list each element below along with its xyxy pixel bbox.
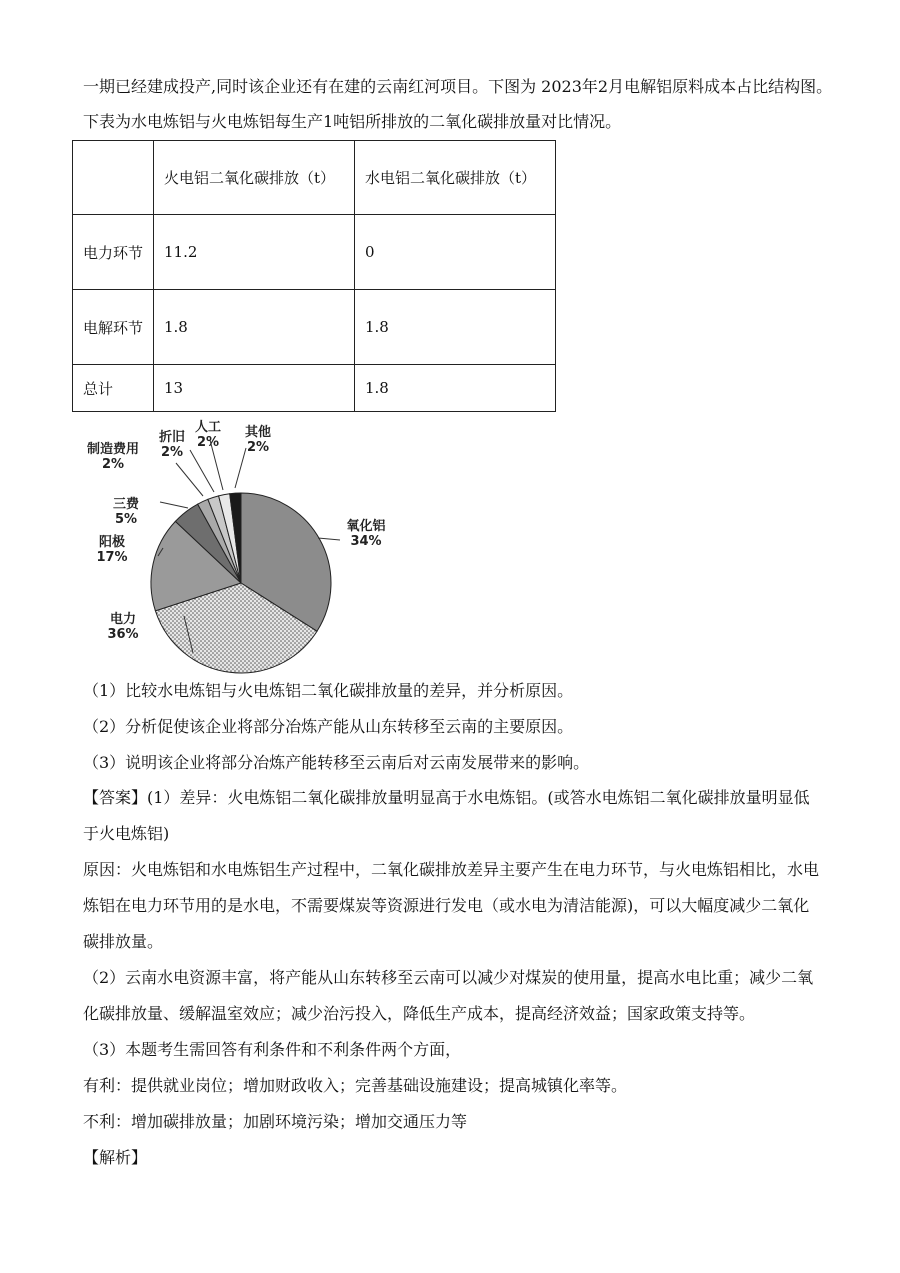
pie-slice-value: 2% xyxy=(246,440,270,455)
table-cell: 0 xyxy=(355,215,556,290)
pie-slice-value: 5% xyxy=(114,512,138,527)
pie-slice-value: 2% xyxy=(160,445,184,460)
pie-slice-label: 折旧 xyxy=(158,430,186,445)
pie-slice-value: 36% xyxy=(107,627,139,642)
table-cell: 1.8 xyxy=(355,365,556,412)
pie-svg xyxy=(78,418,418,678)
question-1: （1）比较水电炼铝与火电炼铝二氧化碳排放量的差异，并分析原因。 xyxy=(83,681,574,700)
answer-paragraph-3: （2）云南水电资源丰富，将产能从山东转移至云南可以减少对煤炭的使用量，提高水电比重；减少二氧化碳排放量、缓解温室效应；减少治污投入，降低生产成本，提高经济效益；国家政策支持等。 xyxy=(83,968,814,1023)
answer-paragraph-1: 【答案】(1）差异：火电炼铝二氧化碳排放量明显高于水电炼铝。(或答水电炼铝二氧化碳排放量明显低于火电炼铝) xyxy=(83,788,810,843)
cost-pie-chart xyxy=(78,418,418,678)
table-cell: 1.8 xyxy=(355,290,556,365)
table-row xyxy=(73,290,556,365)
answer-paragraph-2: 原因：火电炼铝和水电炼铝生产过程中，二氧化碳排放差异主要产生在电力环节，与火电炼铝相比，水电炼铝在电力环节用的是水电，不需要煤炭等资源进行发电（或水电为清洁能源)，可以大幅度减少二氧化碳排放量。 xyxy=(83,860,820,951)
table-cell: 13 xyxy=(154,365,355,412)
pie-slice-label: 人工 xyxy=(194,420,222,435)
pie-slice-value: 2% xyxy=(196,435,220,450)
intro-line-2: 下表为水电炼铝与火电炼铝每生产1吨铝所排放的二氧化碳排放量对比情况。 xyxy=(83,112,622,131)
pie-slice-label: 阳极 xyxy=(98,535,126,550)
table-cell: 11.2 xyxy=(154,215,355,290)
pie-leader-line xyxy=(318,538,340,540)
pie-leader-line xyxy=(176,463,203,496)
pie-slice-value: 17% xyxy=(96,550,128,565)
table-header-cell: 火电铝二氧化碳排放（t） xyxy=(154,141,355,215)
table-cell: 1.8 xyxy=(154,290,355,365)
question-3: （3）说明该企业将部分冶炼产能转移至云南后对云南发展带来的影响。 xyxy=(83,753,590,772)
pie-slice-label: 氧化铝 xyxy=(346,519,386,534)
pie-slice-label: 电力 xyxy=(109,612,137,627)
answer-paragraph-6: 不利：增加碳排放量；加剧环境污染；增加交通压力等 xyxy=(83,1112,468,1131)
pie-leader-line xyxy=(235,448,246,488)
answer-heading-analysis: 【解析】 xyxy=(83,1148,148,1167)
pie-leader-line xyxy=(190,450,214,492)
table-cell: 电力环节 xyxy=(73,215,154,290)
pie-leader-line xyxy=(160,502,188,508)
table-header-cell xyxy=(73,141,154,215)
question-2: （2）分析促使该企业将部分冶炼产能从山东转移至云南的主要原因。 xyxy=(83,717,574,736)
pie-slice-value: 2% xyxy=(101,457,125,472)
emission-table xyxy=(72,140,556,412)
pie-slice-label: 其他 xyxy=(244,425,272,440)
intro-line-1: 一期已经建成投产,同时该企业还有在建的云南红河项目。下图为 2023年2月电解铝原料成本占比结构图。 xyxy=(83,77,833,96)
table-cell: 电解环节 xyxy=(73,290,154,365)
pie-slice-label: 三费 xyxy=(112,497,140,512)
table-cell: 总计 xyxy=(73,365,154,412)
table-header-row xyxy=(73,141,556,215)
answer-paragraph-4: （3）本题考生需回答有利条件和不利条件两个方面， xyxy=(83,1040,462,1059)
answer-paragraph-5: 有利：提供就业岗位；增加财政收入；完善基础设施建设；提高城镇化率等。 xyxy=(83,1076,628,1095)
table-row xyxy=(73,215,556,290)
table-header-cell: 水电铝二氧化碳排放（t） xyxy=(355,141,556,215)
pie-slice-value: 34% xyxy=(350,534,382,549)
pie-slice-label: 制造费用 xyxy=(86,442,140,457)
table-row xyxy=(73,365,556,412)
